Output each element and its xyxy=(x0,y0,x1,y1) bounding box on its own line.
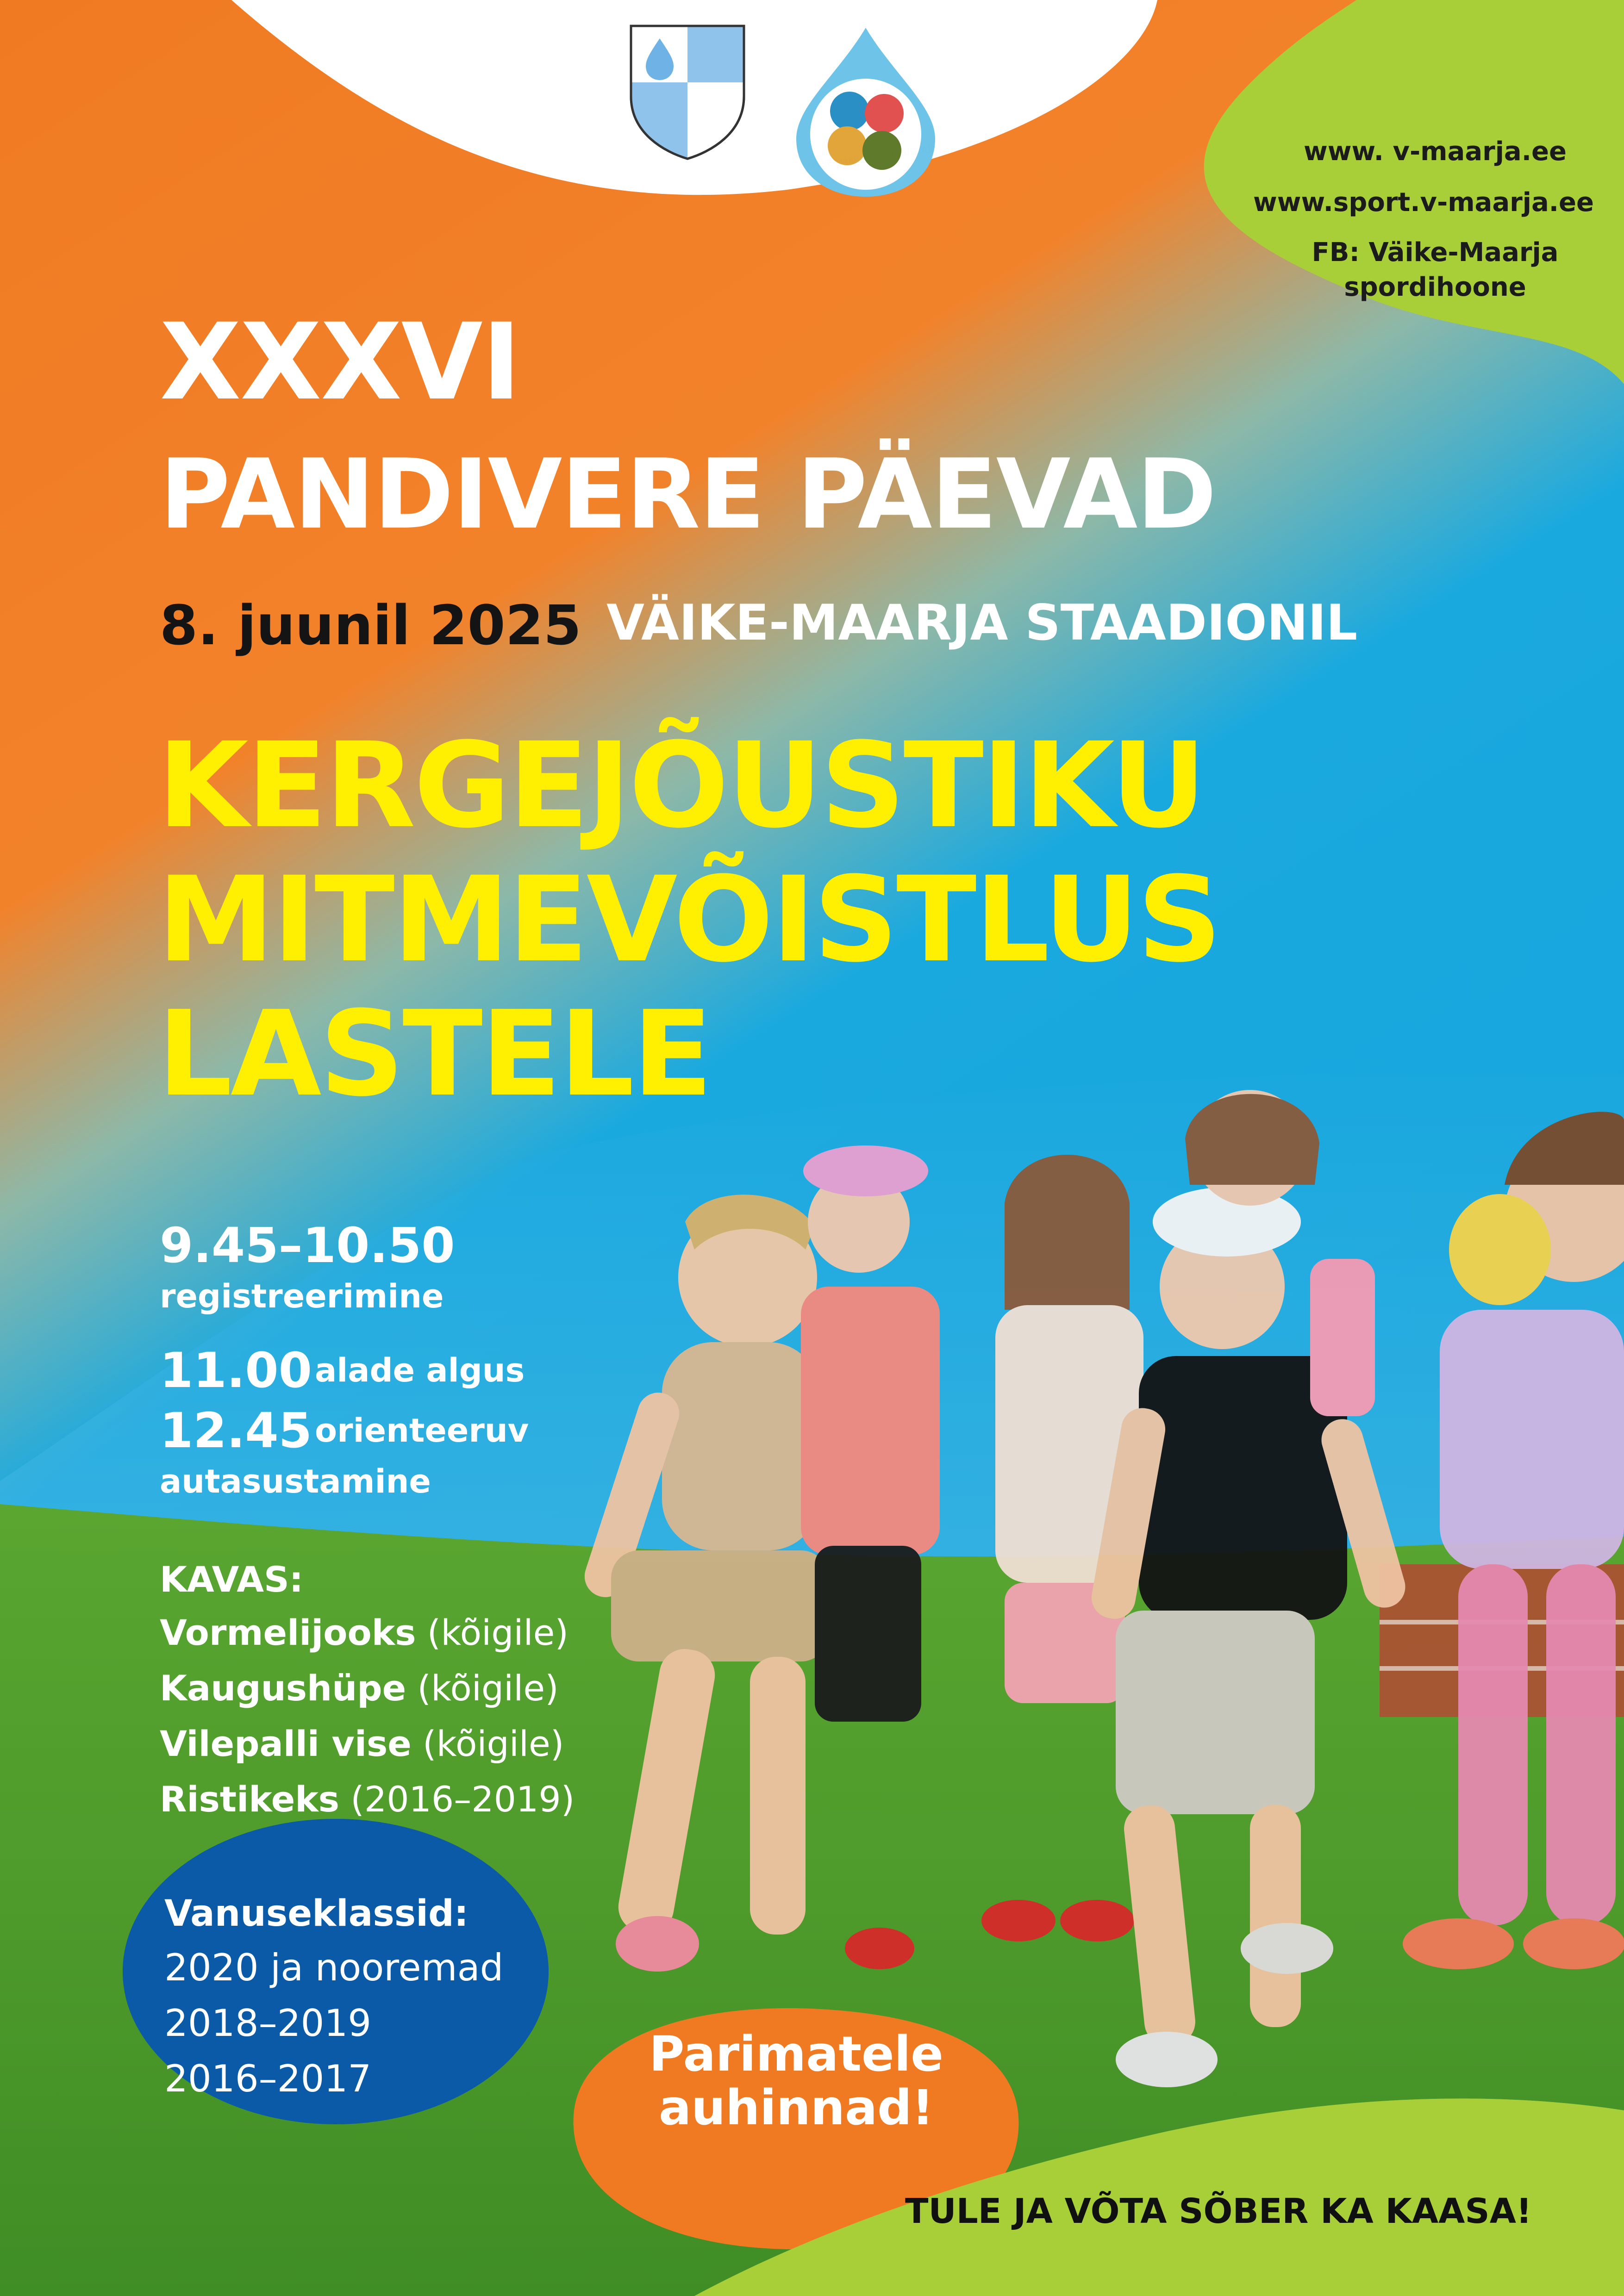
prize-callout xyxy=(579,2027,1014,2135)
program-item-name: Vormelijooks xyxy=(160,1612,416,1653)
program-heading: KAVAS: xyxy=(160,1559,304,1600)
event-edition: XXXVI xyxy=(160,300,520,423)
award-label-2: autasustamine xyxy=(160,1462,431,1500)
program-item-note: (kõigile) xyxy=(427,1612,569,1653)
program-item xyxy=(160,1668,559,1709)
age-class-item: 2016–2017 xyxy=(164,2057,372,2100)
award-time: 12.45 xyxy=(160,1402,312,1459)
age-class-item: 2020 ja nooremad xyxy=(164,1946,504,1989)
program-item-note: (kõigile) xyxy=(417,1668,559,1709)
program-item-name: Ristikeks xyxy=(160,1779,340,1820)
age-class-item: 2018–2019 xyxy=(164,2002,372,2045)
headline-line1: KERGEJÕUSTIKU xyxy=(157,717,1205,854)
program-item xyxy=(160,1612,569,1653)
coat-of-arms-logo xyxy=(627,22,748,161)
headline-line2: MITMEVÕISTLUS xyxy=(157,851,1220,988)
event-venue: VÄIKE-MAARJA STAADIONIL xyxy=(606,594,1358,651)
start-time: 11.00 xyxy=(160,1342,312,1399)
facebook-link-line2[interactable]: spordihoone xyxy=(1344,272,1526,302)
program-item-note: (2016–2019) xyxy=(350,1779,575,1820)
website-link[interactable]: www. v-maarja.ee xyxy=(1304,137,1567,167)
program-item-note: (kõigile) xyxy=(422,1723,564,1764)
registration-time: 9.45–10.50 xyxy=(160,1217,455,1274)
program-item-name: Vilepalli vise xyxy=(160,1723,412,1764)
start-label: alade algus xyxy=(315,1351,525,1389)
prize-line2: auhinnad! xyxy=(658,2079,934,2136)
registration-label: registreerimine xyxy=(160,1277,444,1315)
program-item xyxy=(160,1723,564,1764)
program-item xyxy=(160,1779,575,1820)
award-label-1: orienteeruv xyxy=(315,1412,529,1450)
age-classes-heading: Vanuseklassid: xyxy=(164,1893,468,1935)
program-item-name: Kaugushüpe xyxy=(160,1668,406,1709)
sport-website-link[interactable]: www.sport.v-maarja.ee xyxy=(1253,187,1594,218)
event-date: 8. juunil 2025 xyxy=(160,593,581,657)
facebook-link-line1[interactable]: FB: Väike-Maarja xyxy=(1312,237,1559,268)
headline-line3: LASTELE xyxy=(157,985,711,1122)
culture-logo xyxy=(787,23,944,199)
event-name: PANDIVERE PÄEVAD xyxy=(160,439,1216,551)
prize-line1: Parimatele xyxy=(649,2026,943,2082)
footer-slogan: TULE JA VÕTA SÕBER KA KAASA! xyxy=(905,2191,1532,2231)
